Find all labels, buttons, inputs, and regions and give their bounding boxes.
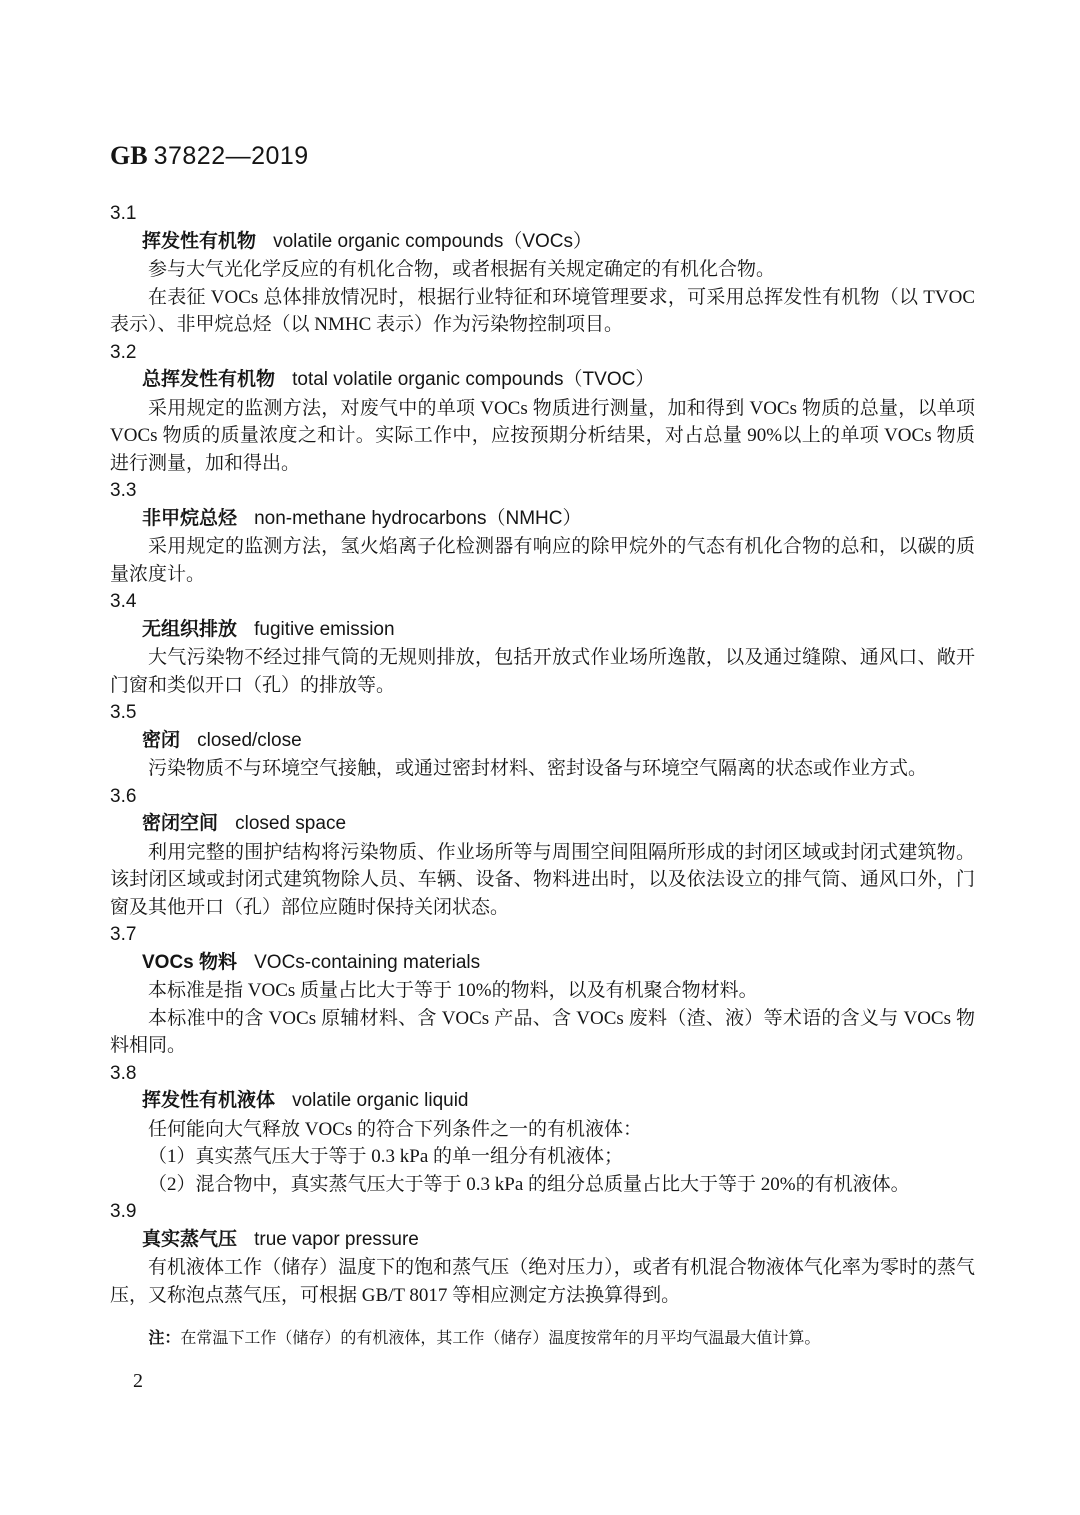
section-number: 3.4 (110, 591, 137, 612)
term-chinese: 真实蒸气压 (142, 1228, 238, 1250)
paragraph: （2）混合物中，真实蒸气压大于等于 0.3 kPa 的组分总质量占比大于等于 20%的有机液体。 (148, 1173, 910, 1195)
definition-section (110, 921, 975, 1060)
term-heading (110, 727, 975, 756)
document-header (110, 140, 975, 176)
term-english: closed space (235, 813, 347, 834)
term-chinese: 总挥发性有机物 (142, 369, 276, 390)
term-heading (110, 228, 975, 257)
term-heading (110, 1087, 975, 1116)
term-heading (110, 505, 975, 534)
paragraph: 本标准是指 VOCs 质量占比大于等于 10%的物料，以及有机聚合物材料。 (148, 980, 758, 1001)
definition-section (110, 588, 975, 699)
term-chinese: 非甲烷总烃 (142, 507, 238, 529)
section-number: 3.1 (110, 203, 137, 224)
term-heading (110, 949, 975, 978)
paragraph: 本标准中的含 VOCs 原辅材料、含 VOCs 产品、含 VOCs 废料（渣、液）等术语的含义与 VOCs 物料相同。 (110, 1007, 975, 1056)
section-number: 3.5 (110, 702, 137, 723)
page-number: 2 (133, 1370, 143, 1392)
term-chinese: 无组织排放 (142, 618, 238, 640)
term-heading (110, 1226, 975, 1255)
note-label: 注： (148, 1330, 181, 1347)
paragraph: 采用规定的监测方法，对废气中的单项 VOCs 物质进行测量，加和得到 VOCs 物质的总量，以单项 VOCs 物质的质量浓度之和计。实际工作中，应按预期分析结果，对占总量 90%以上的单项 VOCs 物质进行测量，加和得出。 (110, 397, 975, 474)
term-english: non-methane hydrocarbons（NMHC） (254, 507, 582, 529)
term-heading (110, 366, 975, 395)
standard-code-number: 37822—2019 (153, 142, 309, 170)
term-heading (110, 616, 975, 645)
term-heading (110, 810, 975, 839)
section-body (110, 1116, 975, 1199)
section-number: 3.2 (110, 341, 137, 363)
standard-code-prefix: GB (110, 141, 148, 170)
term-chinese: 挥发性有机物 (142, 230, 257, 252)
paragraph: 任何能向大气释放 VOCs 的符合下列条件之一的有机液体： (148, 1118, 643, 1140)
term-english: volatile organic compounds（VOCs） (273, 230, 593, 252)
definition-section (110, 200, 975, 339)
section-body (110, 533, 975, 588)
section-body (110, 395, 975, 478)
term-english: volatile organic liquid (292, 1090, 469, 1111)
term-english: VOCs-containing materials (254, 951, 481, 973)
term-english: true vapor pressure (254, 1228, 419, 1250)
section-number: 3.3 (110, 480, 137, 501)
section-body (110, 644, 975, 699)
paragraph: 大气污染物不经过排气筒的无规则排放，包括开放式作业场所逸散，以及通过缝隙、通风口、敞开门窗和类似开口（孔）的排放等。 (110, 647, 975, 696)
note (110, 1325, 975, 1353)
section-number: 3.8 (110, 1062, 137, 1084)
term-chinese: VOCs 物料 (142, 951, 238, 973)
term-chinese: 密闭空间 (142, 813, 219, 834)
section-number: 3.6 (110, 785, 137, 807)
section-number: 3.9 (110, 1201, 137, 1222)
term-english: fugitive emission (254, 618, 395, 640)
note-text: 在常温下工作（储存）的有机液体，其工作（储存）温度按常年的月平均气温最大值计算。 (180, 1330, 821, 1347)
section-body (110, 1254, 975, 1353)
paragraph: 污染物质不与环境空气接触，或通过密封材料、密封设备与环境空气隔离的状态或作业方式。 (148, 758, 928, 779)
term-english: total volatile organic compounds（TVOC） (292, 369, 655, 390)
definition-section (110, 1198, 975, 1353)
definition-section (110, 699, 975, 783)
section-body (110, 256, 975, 339)
definition-section (110, 339, 975, 478)
content-area (110, 140, 975, 1369)
paragraph: 在表征 VOCs 总体排放情况时，根据行业特征和环境管理要求，可采用总挥发性有机物（以 TVOC 表示）、非甲烷总烃（以 NMHC 表示）作为污染物控制项目。 (110, 286, 975, 335)
section-body (110, 755, 975, 783)
sections-container (110, 200, 975, 1353)
paragraph: 利用完整的围护结构将污染物质、作业场所等与周围空间阻隔所形成的封闭区域或封闭式建筑物。该封闭区域或封闭式建筑物除人员、车辆、设备、物料进出时，以及依法设立的排气筒、通风口外，门窗及其他开口（孔）部位应随时保持关闭状态。 (110, 841, 975, 918)
section-number: 3.7 (110, 924, 137, 945)
definition-section (110, 1060, 975, 1199)
definition-section (110, 783, 975, 922)
definition-section (110, 477, 975, 588)
paragraph: 有机液体工作（储存）温度下的饱和蒸气压（绝对压力），或者有机混合物液体气化率为零时的蒸气压，又称泡点蒸气压，可根据 GB/T 8017 等相应测定方法换算得到。 (110, 1257, 975, 1306)
term-chinese: 密闭 (142, 729, 181, 751)
term-chinese: 挥发性有机液体 (142, 1090, 276, 1111)
term-english: closed/close (197, 729, 302, 751)
section-body (110, 839, 975, 922)
paragraph: 采用规定的监测方法，氢火焰离子化检测器有响应的除甲烷外的气态有机化合物的总和，以碳的质量浓度计。 (110, 536, 975, 585)
paragraph: 参与大气光化学反应的有机化合物，或者根据有关规定确定的有机化合物。 (148, 259, 776, 280)
section-body (110, 977, 975, 1060)
paragraph: （1）真实蒸气压大于等于 0.3 kPa 的单一组分有机液体； (148, 1146, 624, 1167)
